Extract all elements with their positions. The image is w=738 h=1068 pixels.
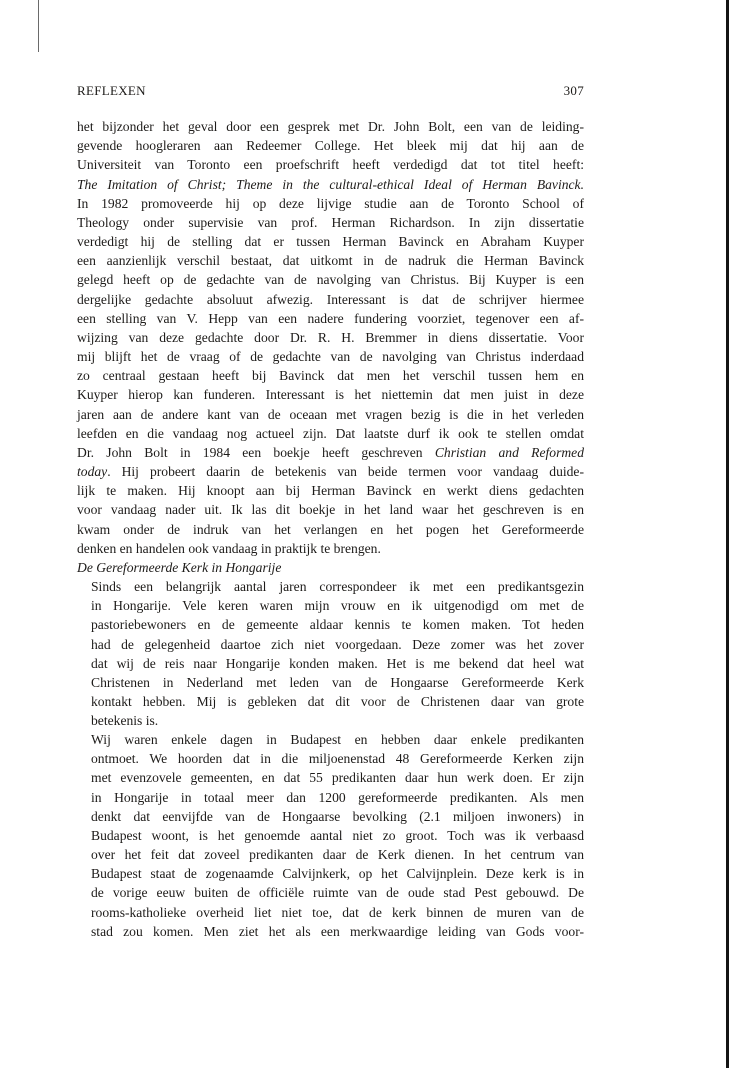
paragraph (77, 577, 584, 730)
text-line: verdedigt hij de stelling dat er tussen Herman Bavinck en Abraham Kuyper (77, 234, 584, 250)
page-edge-left (38, 0, 39, 52)
text-line: betekenis is. (91, 713, 159, 729)
text-line: leefden en die vandaag nog actueel zijn. Dat laatste durf ik ook te stellen omdat (77, 425, 584, 441)
text-line: rooms-katholieke overheid liet niet toe, dat de kerk binnen de muren van de (91, 904, 584, 920)
text-line: pastoriebewoners en de gemeente aldaar kennis te komen maken. Tot heden (91, 617, 584, 633)
book-title: The Imitation of Christ; Theme in the cultural-ethical Ideal of Herman Bavinck. (77, 176, 584, 192)
paragraph (77, 117, 584, 558)
text-line: in Hongarije. Vele keren waren mijn vrouw en ik uitgenodigd om met de (91, 598, 584, 614)
text-line: Budapest staat de zogenaamde Calvijnkerk, op het Calvijnplein. Deze kerk is in (91, 866, 584, 882)
text-line: het bijzonder het geval door een gesprek met Dr. John Bolt, een van de leiding- (77, 119, 584, 134)
text-line: ontmoet. We hoorden dat in die miljoenenstad 48 Gereformeerde Kerken zijn (91, 751, 584, 767)
text-line: lijk te maken. Hij knoopt aan bij Herman Bavinck en werkt diens gedachten (77, 483, 584, 499)
text-line (77, 443, 584, 462)
text-line: Budapest woont, is het genoemde aantal niet zo groot. Toch was ik verbaasd (91, 827, 584, 843)
text-line: over het feit dat zoveel predikanten daar de Kerk dienen. In het centrum van (91, 847, 584, 863)
text-line: kontakt hebben. Mij is gebleken dat dit voor de Christenen daar van grote (91, 694, 584, 710)
text-line: wijzing van deze gedachte door Dr. R. H. Bremmer in diens dissertatie. Voor (77, 329, 584, 345)
text-line: denken en handelen ook vandaag in praktijk te brengen. (77, 540, 381, 556)
text-line: Wij waren enkele dagen in Budapest en hebben daar enkele predikanten (91, 732, 584, 747)
running-head: REFLEXEN (77, 83, 146, 98)
page-edge-right (726, 0, 729, 1068)
text-line: mij blijft het de vraag of de gedachte van de navolging van Christus inderdaad (77, 349, 584, 365)
text-line: gelegd heeft op de gedachte van de navolging van Christus. Bij Kuyper is een (77, 272, 584, 288)
text-line (77, 462, 584, 481)
text-run: . Hij probeert daarin de betekenis van beide termen voor vandaag duide- (107, 464, 584, 480)
page-header (77, 83, 584, 101)
text-line: de vorige eeuw buiten de officiële ruimte van de oude stad Pest gebouwd. De (91, 885, 584, 901)
paragraph (77, 730, 584, 941)
text-line: Theology onder supervisie van prof. Herman Richardson. In zijn dissertatie (77, 214, 584, 230)
text-line: zo centraal gestaan heeft bij Bavinck dat men het verschil tussen hem en (77, 368, 584, 384)
text-line: denkt dat eenvijfde van de Hongaarse bevolking (2.1 miljoen inwoners) in (91, 808, 584, 824)
text-line: in Hongarije in totaal meer dan 1200 gereformeerde predikanten. Als men (91, 789, 584, 805)
text-line: had de gelegenheid daartoe zich niet voorgedaan. Deze zomer was het zover (91, 636, 584, 652)
page-number: 307 (563, 83, 584, 98)
text-line: gevende hoogleraren aan Redeemer College. Het bleek mij dat hij aan de (77, 138, 584, 154)
body-text (77, 117, 584, 941)
text-line: kwam onder de indruk van het verlangen en het pogen het Gereformeerde (77, 521, 584, 537)
text-line: dat wij de reis naar Hongarije konden maken. Het is me bekend dat heel wat (91, 655, 584, 671)
text-line: Kuyper hierop kan funderen. Interessant is het niettemin dat men juist in deze (77, 387, 584, 403)
text-line: Universiteit van Toronto een proefschrift heeft verdedigd dat tot titel heeft: (77, 157, 584, 173)
text-line: jaren aan de andere kant van de oceaan met vragen bezig is die in het verleden (77, 406, 584, 422)
section-heading: De Gereformeerde Kerk in Hongarije (77, 560, 282, 575)
text-line (77, 175, 584, 194)
text-line: Sinds een belangrijk aantal jaren correspondeer ik met een predikantsgezin (91, 579, 584, 594)
text-line: Christenen in Nederland met leden van de Hongaarse Gereformeerde Kerk (91, 674, 584, 690)
text-line: voor vandaag nader uit. Ik las dit boekje in het land waar het geschreven is en (77, 502, 584, 518)
text-line: stad zou komen. Men ziet het als een merkwaardige leiding van Gods voor- (91, 923, 584, 939)
text-line: dergelijke gedachte absoluut afwezig. Interessant is dat de schrijver hiermee (77, 291, 584, 307)
book-title: Christian and Reformed (434, 444, 585, 460)
book-title: today (77, 464, 108, 480)
text-line: een stelling van V. Hepp van een nadere fundering voorziet, tegenover een af- (77, 310, 584, 326)
text-run: Dr. John Bolt in 1984 een boekje heeft geschreven (77, 444, 435, 460)
text-line: In 1982 promoveerde hij op deze lijvige studie aan de Toronto School of (77, 195, 584, 211)
text-line: een aanzienlijk verschil bestaat, dat uitkomt in de nadruk die Herman Bavinck (77, 253, 584, 269)
text-line: met evenzovele gemeenten, en dat 55 predikanten daar hun werk doen. Er zijn (91, 770, 584, 786)
